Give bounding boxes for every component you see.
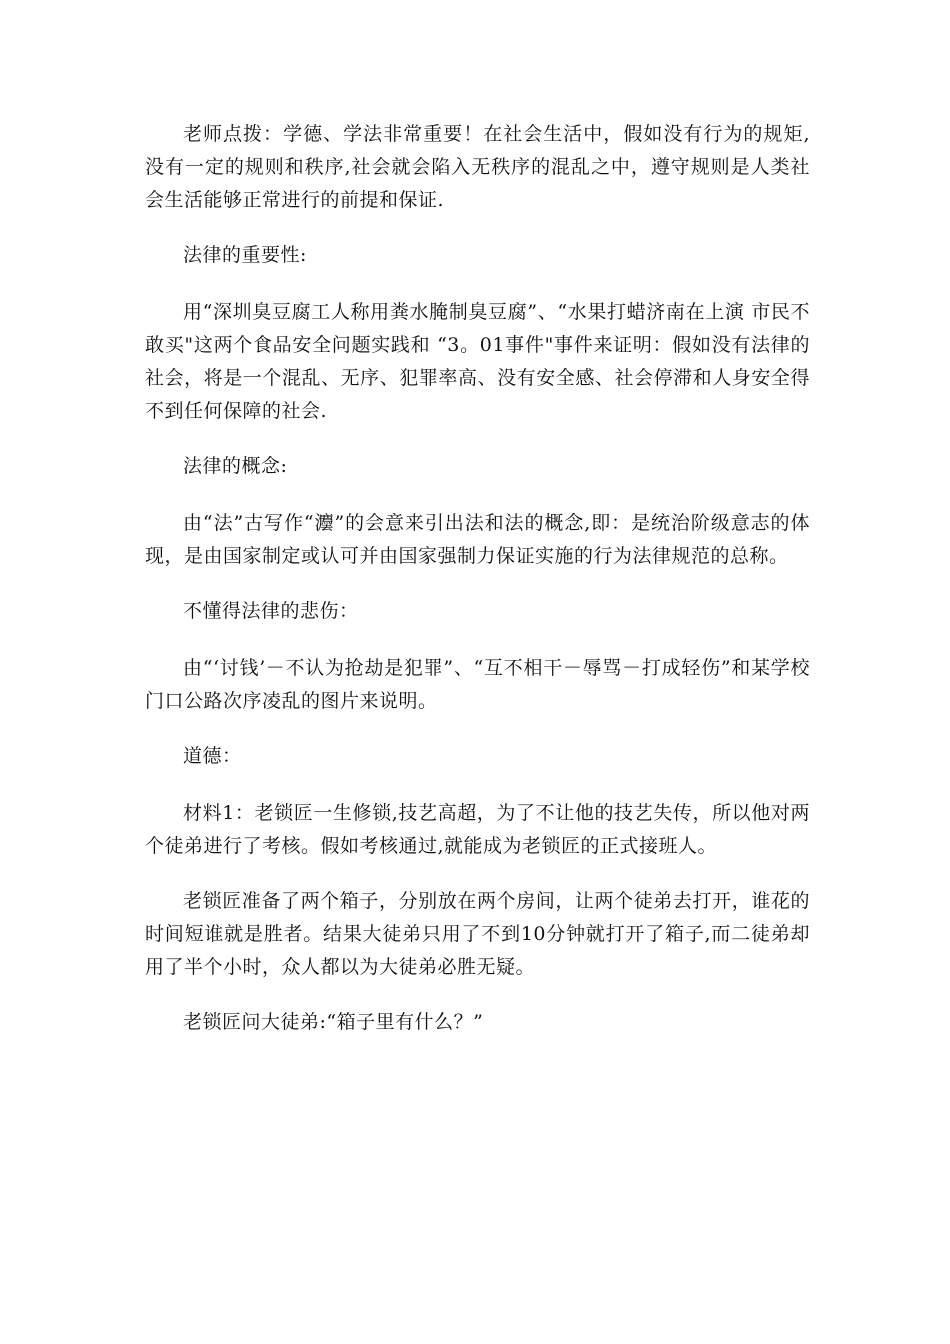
heading-sadness-without-law: 不懂得法律的悲伤： bbox=[183, 600, 359, 622]
paragraph-locksmith-test: 老锁匠准备了两个箱子，分别放在两个房间，让两个徒弟去打开，谁花的时间短谁就是胜者。结果大徒弟只用了不到10分钟就打开了箱子,而二徒弟却用了半个小时，众人都以为大徒弟必胜无疑。 bbox=[145, 890, 810, 978]
paragraph-illustrative-cases: 由“‘讨钱’－不认为抢劫是犯罪”、“互不相干－辱骂－打成轻伤”和某学校门口公路次序凌乱的图片来说明。 bbox=[145, 657, 810, 712]
heading-morality: 道德： bbox=[183, 745, 242, 767]
paragraph-teacher-guidance: 老师点拨：学德、学法非常重要！在社会生活中，假如没有行为的规矩,没有一定的规则和秩序,社会就会陷入无秩序的混乱之中，遵守规则是人类社会生活能够正常进行的前提和保证. bbox=[145, 123, 810, 211]
paragraph-material-1: 材料1：老锁匠一生修锁,技艺高超，为了不让他的技艺失传，所以他对两个徒弟进行了考核。假如考核通过,就能成为老锁匠的正式接班人。 bbox=[145, 802, 810, 857]
heading-importance-of-law: 法律的重要性: bbox=[183, 244, 307, 266]
paragraph-food-safety-examples: 用“深圳臭豆腐工人称用粪水腌制臭豆腐”、“水果打蜡济南在上演 市民不敢买"这两个食品安全问题实践和 “3。01事件"事件来证明：假如没有法律的社会，将是一个混乱、无序、犯罪率高、没有安全感、社会停滞和人身安全得不到任何保障的社会. bbox=[145, 301, 810, 422]
paragraph-law-definition: 由“法”古写作“灋”的会意来引出法和法的概念,即：是统治阶级意志的体现，是由国家制定或认可并由国家强制力保证实施的行为法律规范的总称。 bbox=[145, 512, 810, 567]
heading-concept-of-law: 法律的概念: bbox=[183, 455, 288, 477]
paragraph-locksmith-question: 老锁匠问大徒弟:“箱子里有什么？” bbox=[183, 1011, 484, 1033]
